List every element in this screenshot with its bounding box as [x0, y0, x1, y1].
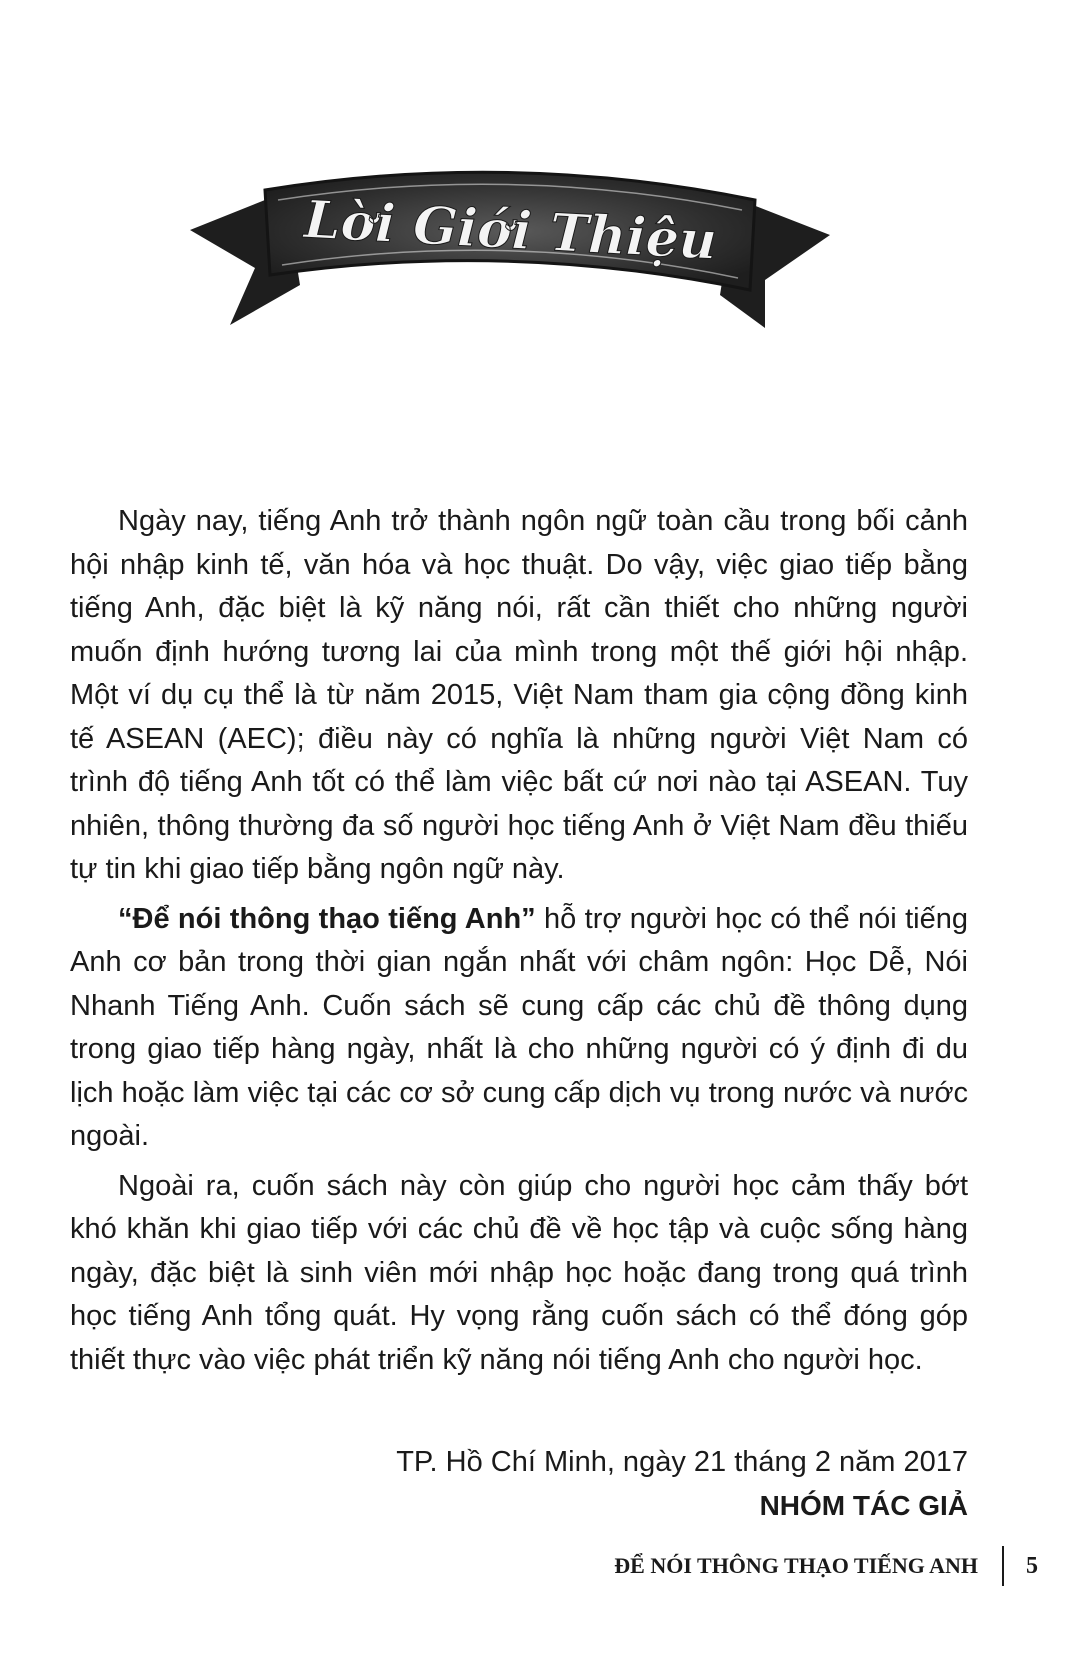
signature-block [396, 1440, 968, 1528]
introduction-body [70, 500, 968, 1388]
running-title: ĐỂ NÓI THÔNG THẠO TIẾNG ANH [614, 1553, 978, 1578]
page-footer [614, 1546, 1038, 1586]
banner-title: Lời Giới Thiệu [302, 189, 719, 272]
paragraph-1: Ngày nay, tiếng Anh trở thành ngôn ngữ toàn cầu trong bối cảnh hội nhập kinh tế, văn hóa và học thuật. Do vậy, việc giao tiếp bằng tiếng Anh, đặc biệt là kỹ năng nói, rất cần thiết cho những người muốn định hướng tương lai của mình trong một thế giới hội nhập. Một ví dụ cụ thể là từ năm 2015, Việt Nam tham gia cộng đồng kinh tế ASEAN (AEC); điều này có nghĩa là những người Việt Nam có trình độ tiếng Anh tốt có thể làm việc bất cứ nơi nào tại ASEAN. Tuy nhiên, thông thường đa số người học tiếng Anh ở Việt Nam đều thiếu tự tin khi giao tiếp bằng ngôn ngữ này. [70, 505, 968, 885]
ribbon-graphic [190, 150, 830, 350]
paragraph-2 [70, 898, 968, 1159]
place-date: TP. Hồ Chí Minh, ngày 21 tháng 2 năm 2017 [396, 1446, 968, 1478]
book-title-quote: “Để nói thông thạo tiếng Anh” [118, 902, 536, 935]
footer-divider [1002, 1546, 1004, 1586]
paragraph-3: Ngoài ra, cuốn sách này còn giúp cho người học cảm thấy bớt khó khăn khi giao tiếp với các chủ đề về học tập và cuộc sống hàng ngày, đặc biệt là sinh viên mới nhập học hoặc đang trong quá trình học tiếng Anh tổng quát. Hy vọng rằng cuốn sách có thể đóng góp thiết thực vào việc phát triển kỹ năng nói tiếng Anh cho người học. [70, 1169, 968, 1376]
author-line: NHÓM TÁC GIẢ [759, 1490, 968, 1521]
title-banner [190, 150, 830, 350]
page-number: 5 [1026, 1552, 1038, 1579]
paragraph-2-text: hỗ trợ người học có thể nói tiếng Anh cơ bản trong thời gian ngắn nhất với châm ngôn: Học Dễ, Nói Nhanh Tiếng Anh. Cuốn sách sẽ cung cấp các chủ đề thông dụng trong giao tiếp hàng ngày, nhất là cho những người có ý định đi du lịch hoặc làm việc tại các cơ sở cung cấp dịch vụ trong nước và nước ngoài. [70, 902, 968, 1152]
